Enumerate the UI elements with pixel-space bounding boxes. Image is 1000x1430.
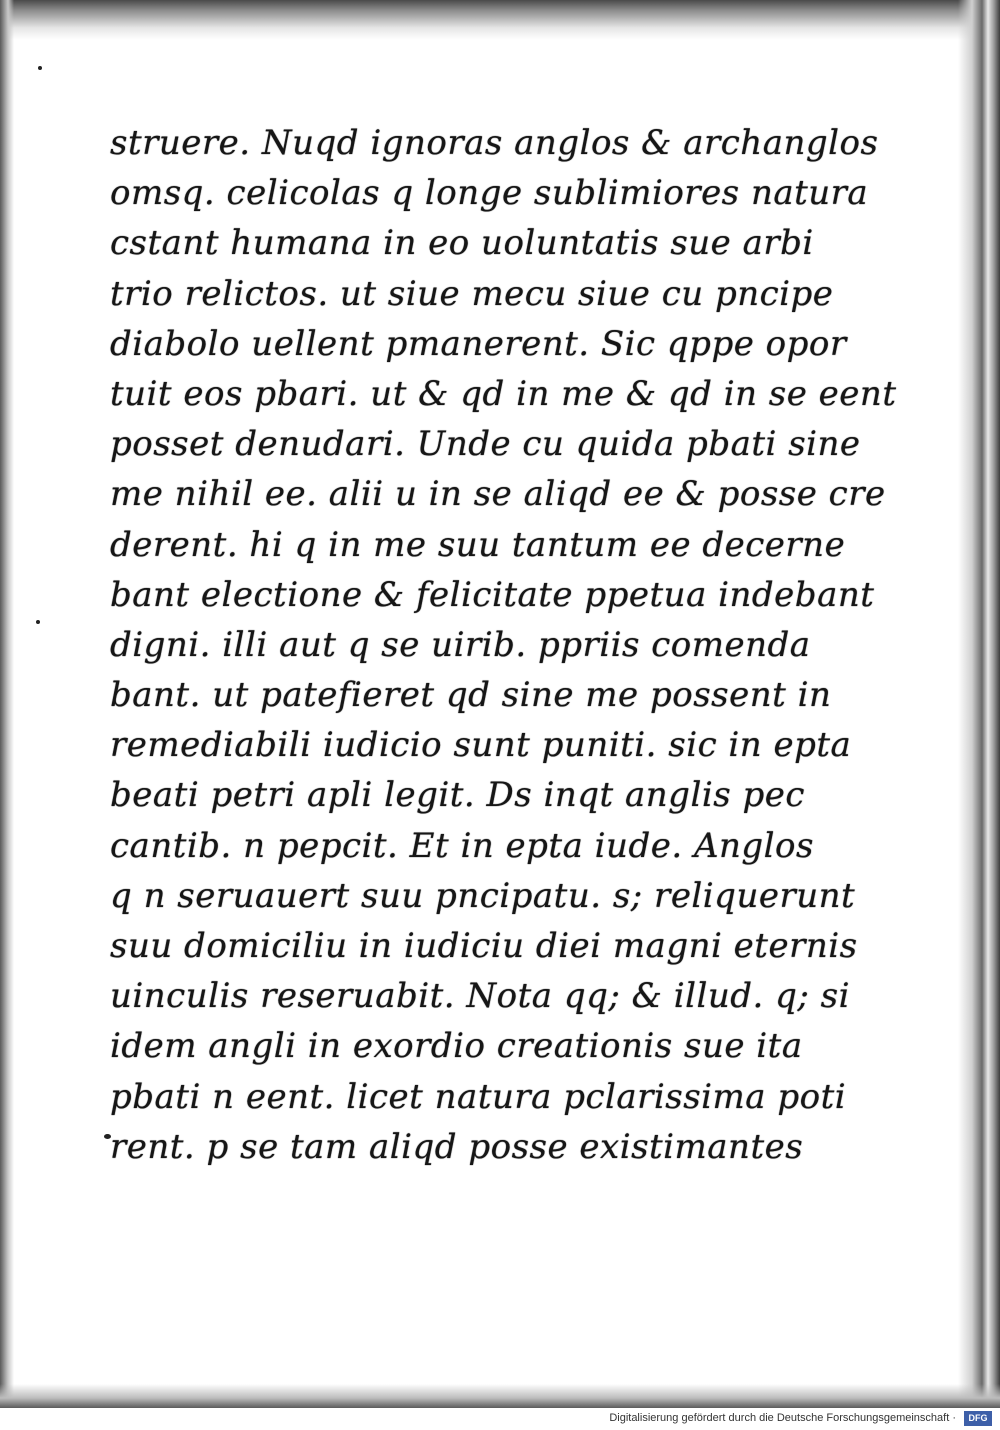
manuscript-line: uinculis reseruabit. Nota qq; & illud. q; si — [110, 976, 850, 1017]
manuscript-line: bant electione & felicitate ppetua indebant — [110, 574, 875, 615]
manuscript-text-block — [110, 118, 940, 1172]
manuscript-line: cstant humana in eo uoluntatis sue arbi — [110, 223, 814, 264]
manuscript-line: trio relictos. ut siue mecu siue cu pncipe — [110, 273, 834, 314]
manuscript-line: struere. Nuqd ignoras anglos & archanglos — [110, 123, 879, 163]
manuscript-line: posset denudari. Unde cu quida pbati sine — [110, 424, 861, 465]
manuscript-line: tuit eos pbari. ut & qd in me & qd in se eent — [110, 373, 897, 414]
manuscript-line: cantib. n pepcit. Et in epta iude. Anglos — [110, 825, 814, 866]
page-edge-shadow-left — [0, 0, 14, 1408]
dfg-logo: DFG — [964, 1411, 992, 1426]
page-edge-shadow-right — [958, 0, 1000, 1408]
manuscript-line: suu domiciliu in iudiciu diei magni eternis — [110, 926, 858, 966]
manuscript-line: digni. illi aut q se uirib. ppriis comenda — [110, 624, 811, 665]
dfg-credit-text: Digitalisierung gefördert durch die Deutsche Forschungsgemeinschaft · — [609, 1412, 956, 1424]
manuscript-line: me nihil ee. alii u in se aliqd ee & posse cre — [110, 474, 886, 515]
ink-speck — [38, 66, 42, 70]
ink-speck — [36, 620, 40, 624]
manuscript-line: derent. hi q in me suu tantum ee decerne — [110, 524, 846, 565]
manuscript-line: pbati n eent. licet natura pclarissima poti — [110, 1076, 847, 1117]
manuscript-line: q n seruauert suu pncipatu. s; reliquerunt — [110, 875, 856, 916]
manuscript-line: bant. ut patefieret qd sine me possent in — [110, 675, 832, 716]
digitization-footer — [0, 1408, 1000, 1430]
manuscript-line: omsq. celicolas q longe sublimiores natura — [110, 173, 869, 214]
manuscript-line: idem angli in exordio creationis sue ita — [110, 1026, 803, 1067]
page-edge-shadow-bottom — [0, 1384, 1000, 1408]
manuscript-line: beati petri apli legit. Ds inqt anglis pec — [110, 775, 805, 816]
manuscript-line: remediabili iudicio sunt puniti. sic in epta — [110, 725, 852, 766]
manuscript-line: diabolo uellent pmanerent. Sic qppe opor — [110, 323, 847, 364]
manuscript-line: rent. p se tam aliqd posse existimantes — [110, 1126, 804, 1167]
page-edge-shadow-top — [0, 0, 1000, 40]
